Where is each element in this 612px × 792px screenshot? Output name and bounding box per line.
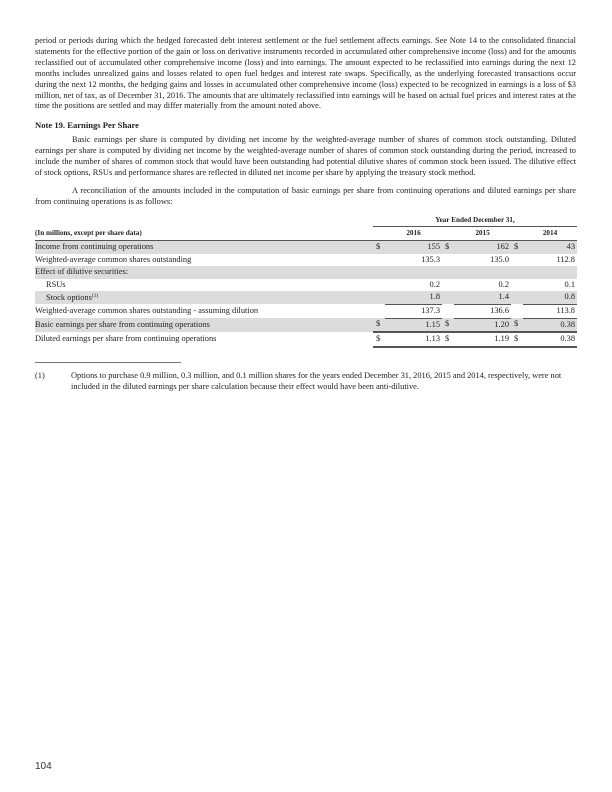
document-page xyxy=(35,36,576,393)
value-2014: 112.8 xyxy=(556,254,575,264)
value-2014: 113.8 xyxy=(523,304,577,318)
value-2015: 162 xyxy=(454,240,511,253)
eps-paragraph-1: Basic earnings per share is computed by dividing net income by the weighted-average number of shares of common stock outstanding. Diluted earnings per share is computed by dividing net income by the weighted-average number of shares of common stock outstanding during the period, increased to include the number of shares of common stock that would have been outstanding had potential dilutive shares of common stock been issued. The dilutive effect of stock options, RSUs and performance shares are reflected in diluted net income per share by applying the treasury stock method. xyxy=(35,135,576,178)
value-2015: 1.20 xyxy=(454,318,511,332)
table-row-dilutive-header xyxy=(35,266,577,279)
value-2014: 0.38 xyxy=(523,318,577,332)
eps-reconciliation-table xyxy=(35,214,577,348)
page-number: 104 xyxy=(35,761,52,772)
value-2016: 0.2 xyxy=(429,279,440,289)
currency-symbol: $ xyxy=(373,332,385,347)
currency-symbol: $ xyxy=(373,318,385,332)
value-2015: 136.6 xyxy=(454,304,511,318)
table-row-weighted-average xyxy=(35,254,577,267)
footnote xyxy=(35,371,576,393)
currency-symbol: $ xyxy=(511,240,523,253)
row-label: RSUs xyxy=(46,279,66,289)
row-label xyxy=(35,291,373,304)
footnote-reference: (1) xyxy=(91,292,99,299)
year-header-2016: 2016 xyxy=(385,227,442,241)
intro-paragraph: period or periods during which the hedged forecasted debt interest settlement or the fuel settlement affects earnings. See Note 14 to the consolidated financial statements for the effective portion of the gain or loss on derivative instruments recorded in accumulated other comprehensive income (loss) and for the amounts reclassified out of accumulated other comprehensive income (loss) and into earnings. The amount expected to be reclassified into earnings during the next 12 months includes unrealized gains and losses related to open fuel hedges and interest rate swaps. Specifically, as the underlying forecasted transactions occur during the next 12 months, the hedging gains and losses in accumulated other comprehensive income (loss) expected to be recognized in earnings is a loss of $3 million, net of tax, as of December 31, 2016. The amounts that are ultimately reclassified into earnings will be based on actual fuel prices and interest rates at the time the positions are settled and may differ materially from the amount noted above. xyxy=(35,36,576,111)
row-label: Weighted-average common shares outstanding - assuming dilution xyxy=(35,305,259,315)
table-period-header-row xyxy=(35,214,577,227)
currency-symbol: $ xyxy=(442,332,454,347)
value-2016: 137.3 xyxy=(385,304,442,318)
row-label: Effect of dilutive securities: xyxy=(35,266,373,279)
table-row-weighted-diluted xyxy=(35,304,577,318)
currency-symbol: $ xyxy=(511,332,523,347)
table-column-header-row xyxy=(35,227,577,241)
year-header-2014: 2014 xyxy=(523,227,577,241)
table-row-stock-options xyxy=(35,291,577,304)
row-label: Income from continuing operations xyxy=(35,240,373,253)
value-2015: 1.4 xyxy=(454,291,511,304)
year-header-2015: 2015 xyxy=(454,227,511,241)
table-row-diluted-eps xyxy=(35,332,577,347)
value-2015: 1.19 xyxy=(454,332,511,347)
row-label: Basic earnings per share from continuing operations xyxy=(35,318,373,332)
row-label: Diluted earnings per share from continuing operations xyxy=(35,334,217,344)
value-2016: 135.3 xyxy=(421,254,440,264)
table-row-basic-eps xyxy=(35,318,577,332)
value-2014: 0.1 xyxy=(564,279,575,289)
value-2016: 1.8 xyxy=(385,291,442,304)
value-2016: 1.13 xyxy=(385,332,442,347)
currency-symbol: $ xyxy=(442,240,454,253)
table-row-rsus xyxy=(35,279,577,292)
units-label: (In millions, except per share data) xyxy=(35,227,373,241)
row-label: Weighted-average common shares outstanding xyxy=(35,254,192,264)
footnote-divider xyxy=(35,362,181,363)
period-header: Year Ended December 31, xyxy=(373,214,577,227)
currency-symbol: $ xyxy=(373,240,385,253)
currency-symbol: $ xyxy=(442,318,454,332)
value-2014: 0.8 xyxy=(523,291,577,304)
value-2015: 0.2 xyxy=(498,279,509,289)
currency-symbol: $ xyxy=(511,318,523,332)
value-2016: 155 xyxy=(385,240,442,253)
value-2015: 135.0 xyxy=(490,254,509,264)
eps-paragraph-2: A reconciliation of the amounts included in the computation of basic earnings per share from continuing operations and diluted earnings per share from continuing operations is as follows: xyxy=(35,185,576,206)
row-label-text: Stock options xyxy=(46,292,92,302)
value-2014: 43 xyxy=(523,240,577,253)
footnote-text: Options to purchase 0.9 million, 0.3 million, and 0.1 million shares for the years ended December 31, 2016, 2015 and 2014, respectively, were not included in the diluted earnings per share calculation because their effect would have been anti-dilutive. xyxy=(71,370,562,391)
note-heading: Note 19. Earnings Per Share xyxy=(35,120,139,131)
table-row-income xyxy=(35,240,577,253)
value-2014: 0.38 xyxy=(523,332,577,347)
value-2016: 1.15 xyxy=(385,318,442,332)
footnote-mark: (1) xyxy=(35,370,45,380)
